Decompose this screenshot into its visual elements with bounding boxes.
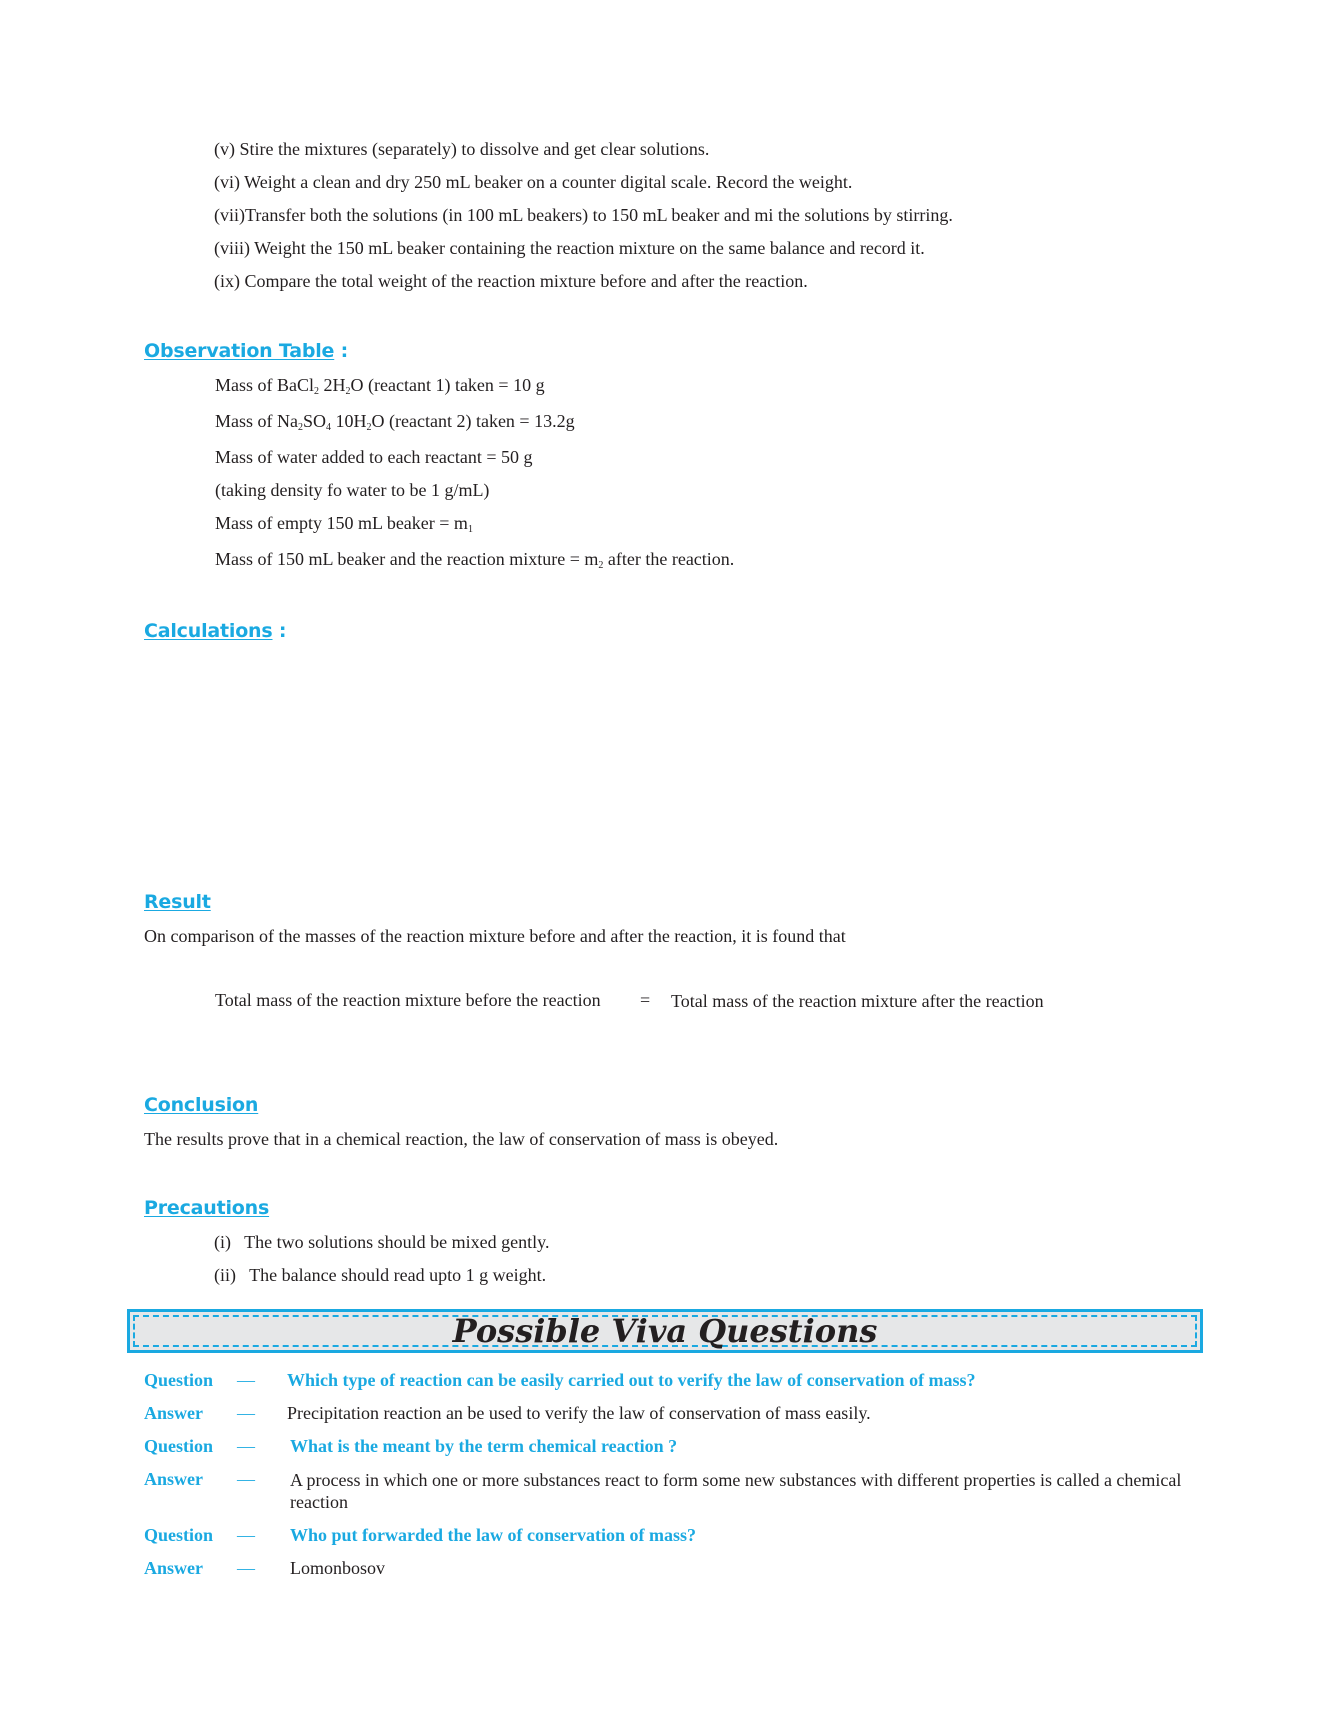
procedure-step: (v) Stire the mixtures (separately) to dissolve and get clear solutions. — [214, 139, 710, 159]
viva-banner-inner — [133, 1312, 1197, 1350]
qa-label: Question — [144, 1370, 214, 1390]
observation-line-mixture: Mass of 150 mL beaker and the reaction mixture = $m_2$ after the reaction. — [215, 549, 735, 571]
question-text: What is the meant by the term chemical reaction ? — [290, 1436, 678, 1456]
observation-heading: Observation Table : — [144, 340, 349, 362]
qa-dash: — — [237, 1370, 255, 1390]
qa-label: Question — [144, 1525, 214, 1545]
procedure-step: (vii)Transfer both the solutions (in 100 mL beakers) to 150 mL beaker and mi the solutions by stirring. — [214, 205, 953, 225]
observation-line-empty-beaker: Mass of empty 150 mL beaker = $m_1$ — [215, 513, 473, 535]
result-heading: Result — [144, 891, 211, 913]
conclusion-heading: Conclusion — [144, 1094, 259, 1116]
qa-dash: — — [237, 1525, 255, 1545]
result-rhs: Total mass of the reaction mixture after the reaction — [671, 991, 1044, 1011]
observation-line-water: Mass of water added to each reactant = 50 g — [215, 447, 533, 467]
answer-text: Precipitation reaction an be used to verify the law of conservation of mass easily. — [287, 1403, 871, 1423]
qa-label: Answer — [144, 1469, 203, 1489]
qa-label: Answer — [144, 1558, 203, 1578]
result-text: On comparison of the masses of the reaction mixture before and after the reaction, it is found that — [144, 926, 846, 946]
conclusion-text: The results prove that in a chemical reaction, the law of conservation of mass is obeyed. — [144, 1129, 779, 1149]
procedure-step: (viii) Weight the 150 mL beaker containing the reaction mixture on the same balance and record it. — [214, 238, 925, 258]
answer-text: Lomonbosov — [290, 1558, 386, 1578]
qa-dash: — — [237, 1558, 255, 1578]
viva-title: Possible Viva Questions — [452, 1312, 878, 1350]
procedure-step: (vi) Weight a clean and dry 250 mL beaker on a counter digital scale. Record the weight. — [214, 172, 853, 192]
calculations-heading: Calculations : — [144, 620, 287, 642]
observation-line-reactant-2: Mass of $Na_2SO_4$ $10H_2O$ (reactant 2) taken = 13.2g — [215, 411, 575, 433]
qa-dash: — — [237, 1436, 255, 1456]
result-equals: = — [640, 990, 651, 1010]
qa-dash: — — [237, 1469, 255, 1489]
precaution-item: (ii) The balance should read upto 1 g weight. — [214, 1265, 547, 1285]
observation-line-reactant-1: Mass of BaCl$_2$ $2H_2O$ (reactant 1) taken = 10 g — [215, 375, 545, 397]
result-lhs: Total mass of the reaction mixture before the reaction — [215, 990, 601, 1010]
question-text: Which type of reaction can be easily carried out to verify the law of conservation of mass? — [287, 1370, 976, 1390]
precaution-item: (i) The two solutions should be mixed gently. — [214, 1232, 550, 1252]
observation-line-density: (taking density fo water to be 1 g/mL) — [215, 480, 490, 500]
qa-label: Answer — [144, 1403, 203, 1423]
answer-text: A process in which one or more substances react to form some new substances with different properties is called a chemical reaction — [290, 1470, 1182, 1512]
procedure-step: (ix) Compare the total weight of the reaction mixture before and after the reaction. — [214, 271, 808, 291]
qa-label: Question — [144, 1436, 214, 1456]
precautions-heading: Precautions — [144, 1197, 270, 1219]
qa-dash: — — [237, 1403, 255, 1423]
viva-banner — [127, 1309, 1203, 1353]
question-text: Who put forwarded the law of conservation of mass? — [290, 1525, 696, 1545]
